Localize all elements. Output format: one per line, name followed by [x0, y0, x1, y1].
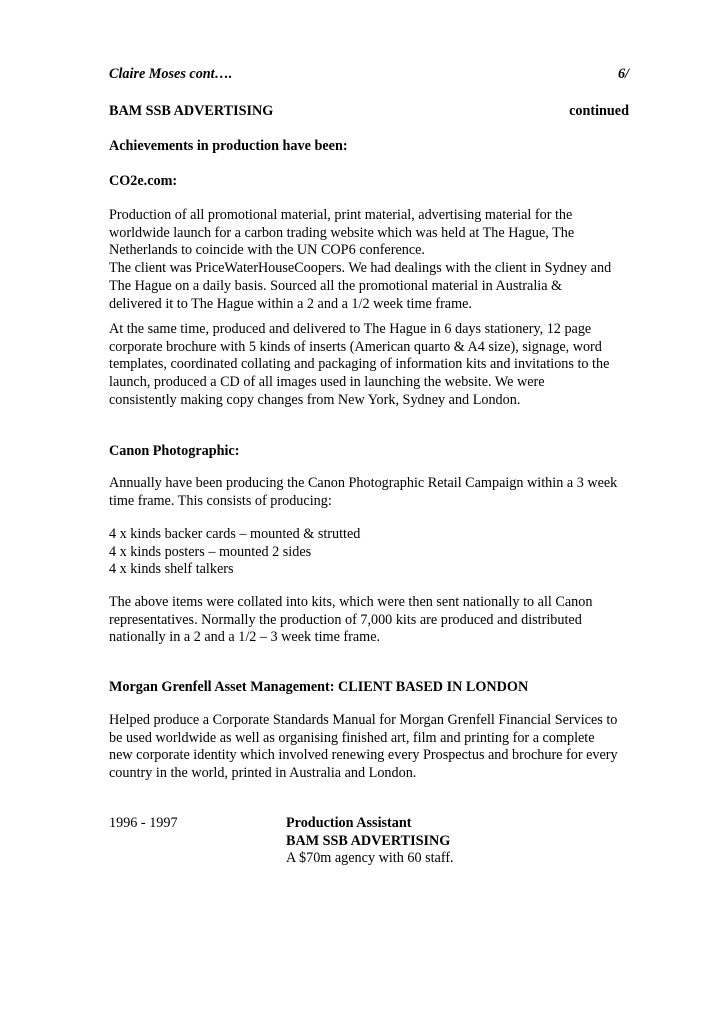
morgan-line: new corporate identity which involved renewing every Prospectus and brochure for every	[109, 747, 618, 764]
canon-items-list	[109, 526, 645, 579]
canon-p1-line: time frame. This consists of producing:	[109, 492, 332, 509]
co2e-p1-line: worldwide launch for a carbon trading website which was held at The Hague, The	[109, 224, 575, 241]
job-details	[286, 815, 454, 868]
co2e-p1-line: The Hague on a daily basis. Sourced all the promotional material in Australia &	[109, 277, 563, 294]
co2e-p1-line: delivered it to The Hague within a 2 and a 1/2 week time frame.	[109, 295, 472, 312]
company-heading	[109, 103, 629, 121]
list-item: 4 x kinds posters – mounted 2 sides	[109, 543, 312, 560]
canon-paragraph-1	[109, 475, 645, 510]
morgan-line: Helped produce a Corporate Standards Manual for Morgan Grenfell Financial Services to	[109, 712, 618, 728]
canon-p2-line: representatives. Normally the production of 7,000 kits are produced and distributed	[109, 611, 582, 628]
co2e-paragraph-1	[109, 207, 645, 313]
morgan-title: Morgan Grenfell Asset Management: CLIENT BASED IN LONDON	[109, 679, 529, 695]
job-period: 1996 - 1997	[109, 815, 178, 831]
canon-title: Canon Photographic:	[109, 443, 240, 459]
co2e-p2-line: At the same time, produced and delivered to The Hague in 6 days stationery, 12 page	[109, 321, 592, 337]
co2e-p2-line: corporate brochure with 5 kinds of inserts (American quarto & A4 size), signage, word	[109, 338, 602, 355]
co2e-title: CO2e.com:	[109, 173, 178, 189]
co2e-p1-line: The client was PriceWaterHouseCoopers. We had dealings with the client in Sydney and	[109, 260, 612, 277]
morgan-paragraph	[109, 712, 645, 783]
canon-p2-line: nationally in a 2 and a 1/2 – 3 week time frame.	[109, 629, 381, 646]
co2e-p2-line: templates, coordinated collating and packaging of information kits and invitations to the	[109, 356, 610, 373]
co2e-p1-line: Netherlands to coincide with the UN COP6 conference.	[109, 242, 425, 259]
morgan-line: country in the world, printed in Australia and London.	[109, 765, 417, 782]
page-number: 6/	[617, 66, 629, 82]
canon-paragraph-2	[109, 594, 645, 647]
company-name: BAM SSB ADVERTISING	[109, 103, 274, 119]
continued-label: continued	[569, 103, 629, 119]
list-item: 4 x kinds shelf talkers	[109, 561, 234, 578]
job-company: BAM SSB ADVERTISING	[286, 832, 451, 849]
co2e-p2-line: consistently making copy changes from New York, Sydney and London.	[109, 391, 521, 408]
achievements-heading: Achievements in production have been:	[109, 138, 348, 154]
co2e-p1-line: Production of all promotional material, print material, advertising material for the	[109, 207, 573, 223]
page-header	[109, 66, 629, 84]
co2e-paragraph-2	[109, 321, 645, 410]
co2e-p2-line: launch, produced a CD of all images used in launching the website. We were	[109, 374, 545, 391]
job-role: Production Assistant	[286, 815, 412, 831]
list-item: 4 x kinds backer cards – mounted & strutted	[109, 526, 361, 542]
job-description: A $70m agency with 60 staff.	[286, 850, 454, 867]
morgan-line: be used worldwide as well as organising finished art, film and printing for a complete	[109, 729, 595, 746]
canon-p1-line: Annually have been producing the Canon Photographic Retail Campaign within a 3 week	[109, 475, 618, 491]
canon-p2-line: The above items were collated into kits, which were then sent nationally to all Canon	[109, 594, 593, 610]
header-name: Claire Moses cont….	[109, 66, 233, 82]
